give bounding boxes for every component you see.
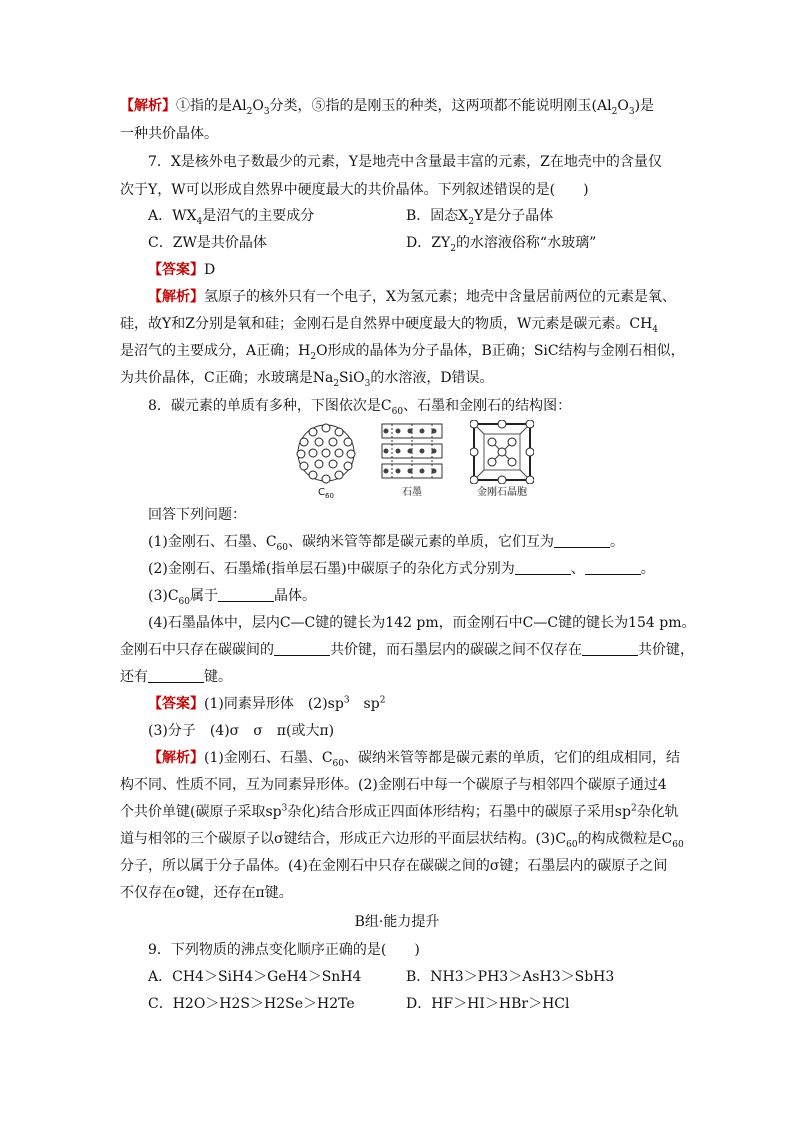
graphite-structure-figure [378,418,446,484]
q8-analysis-line3: 个共价单键(碳原子采取$sp^3$杂化)结合形成正四面体形结构；石墨中的碳原子采用$sp^2$杂化轨 [120,803,679,820]
q7-stem-line2: 次于Y，W可以形成自然界中硬度最大的共价晶体。下列叙述错误的是( ) [120,182,589,198]
q9-option-b: B．NH3＞PH3＞AsH3＞SbH3 [406,969,615,985]
q8-stem: 8．碳元素的单质有多种，下图依次是$C_{60}$、石墨和金刚石的结构图： [148,398,572,417]
q9-option-d: D．HF＞HI＞HBr＞HCl [406,996,570,1012]
q9-option-a: A．CH4＞SiH4＞GeH4＞SnH4 [148,969,362,985]
q8-analysis-line5: 分子，所以属于分子晶体。(4)在金刚石中只存在碳碳之间的σ键；石墨层内的碳原子之间 [120,858,668,874]
q9-option-c: C．H2O＞H2S＞H2Se＞H2Te [148,996,355,1012]
q7-option-d: D．$ZY_2$的水溶液俗称“水玻璃” [406,235,597,254]
q8-analysis-line6: 不仅存在σ键，还存在π键。 [120,885,293,901]
q8-analysis-line1: 【解析】(1)金刚石、石墨、$C_{60}$、碳纳米管等都是碳元素的单质，它们的组成相同，结 [148,750,680,769]
q7-analysis-line4: 为共价晶体，C正确；水玻璃是$Na_2SiO_3$的水溶液，D错误。 [120,370,494,389]
q6-analysis-line1: 【解析】①指的是$Al_2O_3$分类，⑤指的是刚玉的种类，这两项都不能说明刚玉$(Al_2O_3)$是 [120,98,655,117]
q9-options-ab [148,967,708,987]
q7-analysis-line1: 【解析】氢原子的核外只有一个电子，X为氢元素；地壳中含量居前两位的元素是氧、 [148,289,676,305]
answer-blank[interactable] [554,533,610,548]
fig-caption-graphite: 石墨 [402,487,422,498]
q7-stem-line1: 7．X是核外电子数最少的元素，Y是地壳中含量最丰富的元素，Z在地壳中的含量仅 [148,154,662,170]
q8-part4-line3: 还有 键。 [120,669,232,685]
q7-options-cd [148,233,708,253]
answer-blank[interactable] [148,668,204,683]
q8-answer-line1: 【答案】(1)同素异形体 $(2)sp^3$ $sp^2$ [148,695,386,712]
q8-prompt: 回答下列问题： [148,507,246,523]
q8-part3: $(3)C_{60}$属于 晶体。 [148,588,316,607]
answer-blank[interactable] [218,587,274,602]
q9-stem: 9．下列物质的沸点变化顺序正确的是( ) [148,942,420,958]
answer-blank[interactable] [515,560,571,575]
q8-part4-line1: (4)石墨晶体中，层内C—C键的键长为142 pm，而金刚石中C—C键的键长为154 pm。 [148,615,696,631]
q9-options-cd [148,994,708,1014]
answer-blank[interactable] [582,641,638,656]
q7-analysis-line3: 是沼气的主要成分，A正确；$H_2O$形成的晶体为分子晶体，B正确；SiC结构与金刚石相似， [120,343,685,362]
c60-structure-figure [293,420,359,486]
section-heading: B组·能力提升 [354,914,440,930]
q8-answer-line2: (3)分子 (4)σ σ π(或大π) [148,723,335,739]
q8-analysis-line2: 构不同、性质不同，互为同素异形体。(2)金刚石中每一个碳原子与相邻四个碳原子通过4 [120,777,667,793]
q7-answer: 【答案】D [148,262,216,278]
diamond-cell-figure [470,420,534,484]
fig-caption-diamond: 金刚石晶胞 [477,487,527,498]
q7-option-c: C．ZW是共价晶体 [148,235,267,251]
q7-analysis-line2: 硅，故Y和Z分别是氧和硅；金刚石是自然界中硬度最大的物质，W元素是碳元素。$CH_4$ [120,316,659,335]
q8-part1: (1)金刚石、石墨、$C_{60}$、碳纳米管等都是碳元素的单质，它们互为 。 [148,534,624,553]
q8-analysis-line4: 道与相邻的三个碳原子以σ键结合，形成正六边形的平面层状结构。$(3)C_{60}$的构成微粒是$C_{60}$ [120,831,684,850]
q7-option-b: B．固态$X_2Y$是分子晶体 [406,208,554,227]
q7-options-ab [148,206,708,226]
q8-part2: (2)金刚石、石墨烯(指单层石墨)中碳原子的杂化方式分别为 、 。 [148,561,655,577]
answer-blank[interactable] [274,641,330,656]
fig-caption-c60: $C_{60}$ [318,487,334,500]
answer-blank[interactable] [585,560,641,575]
q6-analysis-line2: 一种共价晶体。 [120,126,218,142]
q7-option-a: A．$WX_4$是沼气的主要成分 [148,208,315,227]
q8-part4-line2: 金刚石中只存在碳碳间的 共价键，而石墨层内的碳碳之间不仅存在 共价键， [120,642,694,658]
